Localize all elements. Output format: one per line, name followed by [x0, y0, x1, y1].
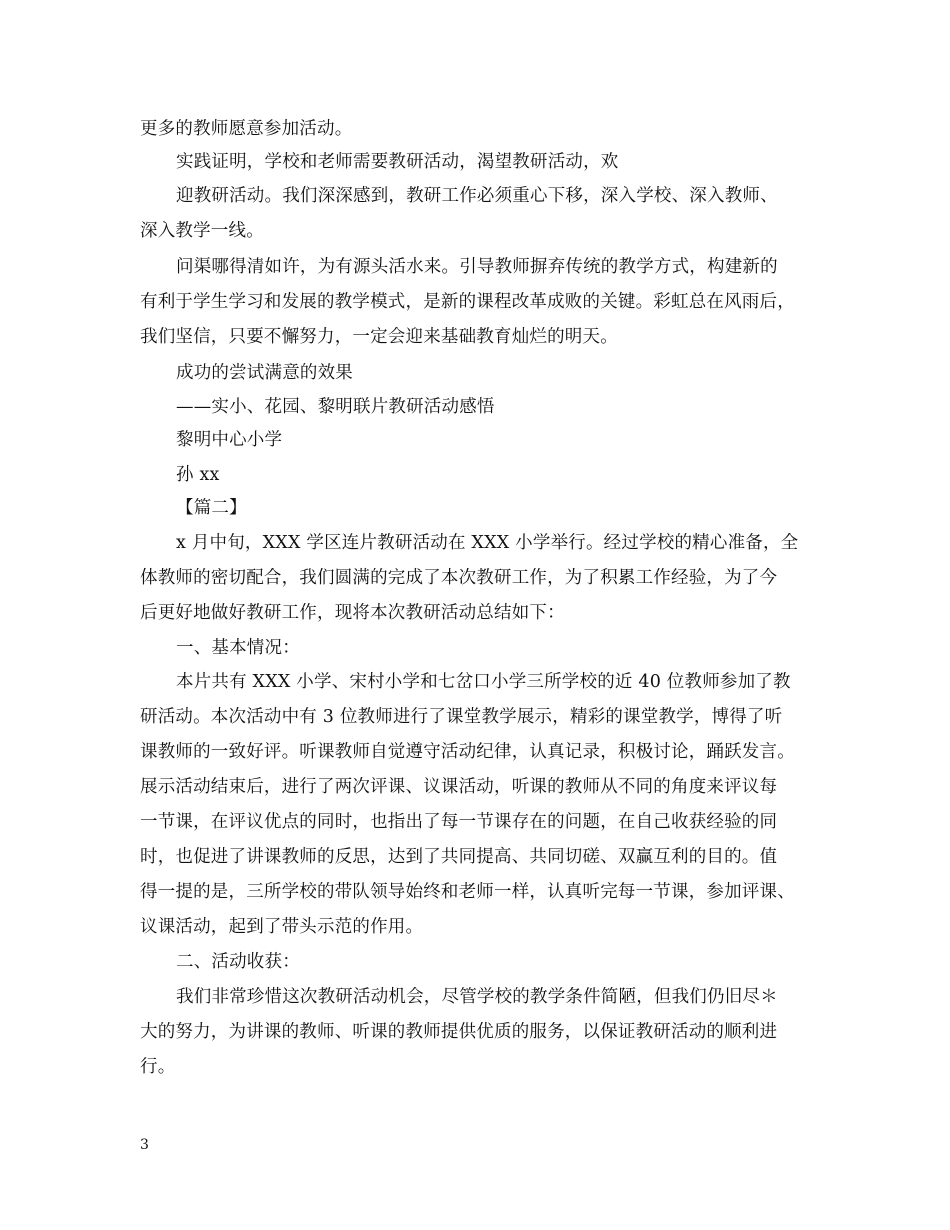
- text-line: x 月中旬，XXX 学区连片教研活动在 XXX 小学举行。经过学校的精心准备，全: [176, 533, 799, 553]
- text-line: 一节课，在评议优点的同时，也指出了每一节课存在的问题，在自己收获经验的同: [140, 812, 778, 832]
- text-line: 实践证明，学校和老师需要教研活动，渴望教研活动，欢: [176, 152, 619, 172]
- text-line: 研活动。本次活动中有 3 位教师进行了课堂教学展示，精彩的课堂教学，博得了听: [140, 707, 783, 727]
- text-line: 成功的尝试满意的效果: [176, 363, 353, 383]
- text-line: 后更好地做好教研工作，现将本次教研活动总结如下：: [140, 603, 565, 623]
- text-line: 我们坚信，只要不懈努力，一定会迎来基础教育灿烂的明天。: [140, 327, 618, 347]
- text-line: 我们非常珍惜这次教研活动机会，尽管学校的教学条件简陋，但我们仍旧尽＊: [176, 987, 778, 1007]
- text-line: 时，也促进了讲课教师的反思，达到了共同提高、共同切磋、双赢互利的目的。值: [140, 847, 778, 867]
- text-line: 深入教学一线。: [140, 221, 264, 241]
- text-line: 得一提的是，三所学校的带队领导始终和老师一样，认真听完每一节课，参加评课、: [140, 882, 795, 902]
- text-line: 行。: [140, 1057, 176, 1077]
- section-heading: 【篇二】: [176, 498, 247, 518]
- text-line: 大的努力，为讲课的教师、听课的教师提供优质的服务，以保证教研活动的顺利进: [140, 1022, 778, 1042]
- text-line: 问渠哪得清如许，为有源头活水来。引导教师摒弃传统的教学方式，构建新的: [176, 257, 778, 277]
- text-line: 课教师的一致好评。听课教师自觉遵守活动纪律，认真记录，积极讨论，踊跃发言。: [140, 742, 795, 762]
- text-line: 本片共有 XXX 小学、宋村小学和七岔口小学三所学校的近 40 位教师参加了教: [176, 672, 791, 692]
- text-line: 更多的教师愿意参加活动。: [140, 119, 353, 139]
- text-line: 有利于学生学习和发展的教学模式，是新的课程改革成败的关键。彩虹总在风雨后，: [140, 292, 795, 312]
- text-line: 黎明中心小学: [176, 430, 283, 450]
- text-line: 孙 xx: [176, 465, 220, 485]
- text-line: 展示活动结束后，进行了两次评课、议课活动，听课的教师从不同的角度来评议每: [140, 777, 778, 797]
- page-number: 3: [140, 1137, 149, 1153]
- text-line: 体教师的密切配合，我们圆满的完成了本次教研工作，为了积累工作经验，为了今: [140, 568, 778, 588]
- text-line: 二、活动收获：: [176, 952, 300, 972]
- text-line: 一、基本情况：: [176, 638, 300, 658]
- text-line: 迎教研活动。我们深深感到，教研工作必须重心下移，深入学校、深入教师、: [176, 186, 778, 206]
- text-line: 议课活动，起到了带头示范的作用。: [140, 917, 424, 937]
- text-line: ——实小、花园、黎明联片教研活动感悟: [176, 397, 495, 417]
